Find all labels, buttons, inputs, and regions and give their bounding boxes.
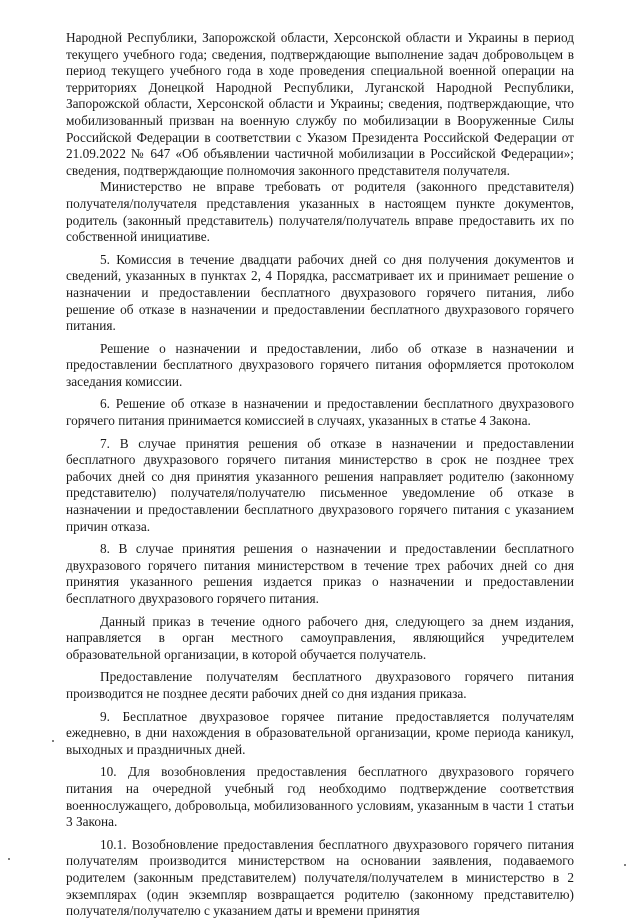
scan-speck (8, 858, 10, 860)
paragraph-continuation: Народной Республики, Запорожской области, Херсонской области и Украины в период текущего учебного года; сведения, подтверждающие выполнение задач добровольцем в период текущего учебного года в ходе проведения специальной военной операции на территориях Донецкой Народной Республики, Луганской Народной Республики, Запорожской области, Херсонской области и Украины; сведения, подтверждающие, что мобилизованный призван на военную службу по мобилизации в Вооруженные Силы Российской Федерации в соответствии с Указом Президента Российской Федерации от 21.09.2022 № 647 «Об объявлении частичной мобилизации в Российской Федерации»; сведения, подтверждающие полномочия законного представителя получателя. (66, 30, 574, 178)
paragraph-item-10-1: 10.1. Возобновление предоставления бесплатного двухразового горячего питания получателям производится министерством на основании заявления, подаваемого родителем (законным представителем) получателя/получателем в министерство в 2 экземплярах (один экземпляр возвращается родителю (законному представителю) получателя/получателю с указанием даты и времени принятия (66, 836, 574, 919)
paragraph-item-7: 7. В случае принятия решения об отказе в назначении и предоставлении бесплатного двухразового горячего питания министерство в срок не позднее трех рабочих дней со дня принятия указанного решения направляет родителю (законному представителю) получателя/получателю письменное уведомление об отказе в назначении и предоставлении бесплатного двухразового горячего питания с указанием причин отказа. (66, 435, 574, 534)
scan-speck (52, 740, 54, 742)
document-page (66, 30, 574, 920)
paragraph-item-8: 8. В случае принятия решения о назначении и предоставлении бесплатного двухразового горячего питания министерством в течение трех рабочих дней со дня принятия указанного решения издается приказ о назначении и предоставлении бесплатного двухразового горячего питания. (66, 541, 574, 606)
paragraph-item-10: 10. Для возобновления предоставления бесплатного двухразового горячего питания на очередной учебный год необходимо подтверждение соответствия военнослужащего, добровольца, мобилизованного условиям, указанным в части 1 статьи 3 Закона. (66, 764, 574, 830)
paragraph-ministry-rights: Министерство не вправе требовать от родителя (законного представителя) получателя/получателя представления указанных в настоящем пункте документов, родитель (законный представитель) получателя/получатель вправе предоставить их по собственной инициативе. (66, 179, 574, 245)
paragraph-order-delivery: Данный приказ в течение одного рабочего дня, следующего за днем издания, направляется в орган местного самоуправления, являющийся учредителем образовательной организации, в которой обучается получатель. (66, 613, 574, 662)
paragraph-meal-start: Предоставление получателям бесплатного двухразового горячего питания производится не позднее десяти рабочих дней со дня издания приказа. (66, 669, 574, 701)
paragraph-decision-protocol: Решение о назначении и предоставлении, либо об отказе в назначении и предоставлении бесплатного двухразового горячего питания оформляется протоколом заседания комиссии. (66, 340, 574, 389)
paragraph-item-9: 9. Бесплатное двухразовое горячее питание предоставляется получателям ежедневно, в дни нахождения в образовательной организации, кроме периода каникул, выходных и праздничных дней. (66, 708, 574, 757)
scan-speck (624, 864, 626, 866)
paragraph-item-5: 5. Комиссия в течение двадцати рабочих дней со дня получения документов и сведений, указанных в пунктах 2, 4 Порядка, рассматривает их и принимает решение о назначении и предоставлении бесплатного двухразового горячего питания, либо решение об отказе в назначении и предоставлении бесплатного двухразового горячего питания. (66, 251, 574, 334)
paragraph-item-6: 6. Решение об отказе в назначении и предоставлении бесплатного двухразового горячего питания принимается комиссией в случаях, указанных в статье 4 Закона. (66, 396, 574, 429)
